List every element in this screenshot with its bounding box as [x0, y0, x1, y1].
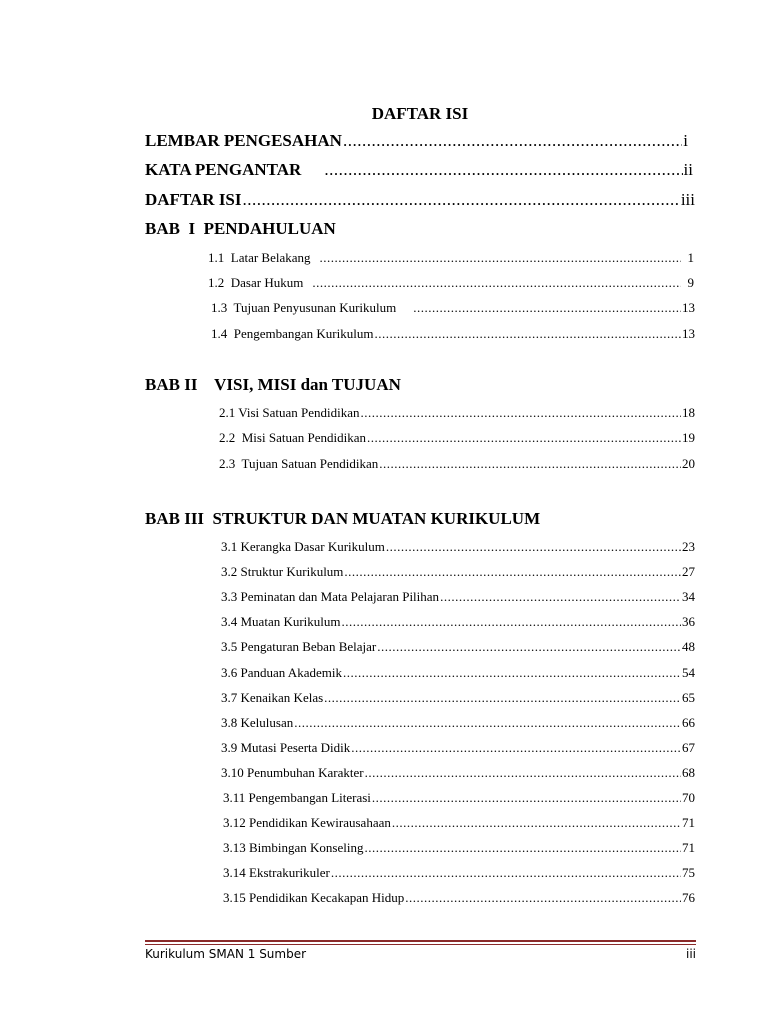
toc-leader — [386, 539, 681, 555]
toc-entry[interactable] — [223, 865, 695, 881]
toc-label: 3.13 Bimbingan Konseling — [223, 840, 364, 856]
toc-leader — [312, 275, 680, 291]
toc-label: 3.11 Pengembangan Literasi — [223, 790, 371, 805]
toc-entry[interactable] — [221, 639, 695, 655]
toc-entry[interactable] — [221, 665, 695, 681]
toc-page: i — [683, 131, 688, 150]
toc-leader — [324, 690, 681, 706]
toc-entry[interactable] — [219, 405, 695, 421]
toc-entry[interactable] — [219, 456, 695, 472]
toc-page: 76 — [682, 890, 695, 906]
page-title: DAFTAR ISI — [371, 104, 469, 123]
toc-leader — [440, 589, 681, 605]
toc-entry[interactable] — [145, 131, 688, 151]
toc-label: 1.3 Tujuan Penyusunan Kurikulum — [211, 300, 397, 315]
toc-leader — [405, 890, 681, 906]
toc-page: 66 — [682, 714, 695, 730]
footer-rule-thin — [145, 944, 696, 945]
toc-entry[interactable] — [208, 250, 694, 266]
toc-label: KATA PENGANTAR — [145, 160, 302, 179]
toc-page: 19 — [682, 430, 695, 445]
toc-label: 3.15 Pendidikan Kecakapan Hidup — [223, 890, 405, 906]
toc-label: 1.1 Latar Belakang — [208, 250, 311, 265]
toc-label: 3.12 Pendidikan Kewirausahaan — [223, 815, 391, 831]
toc-entry[interactable] — [145, 190, 695, 210]
toc-page: 75 — [682, 865, 695, 881]
toc-page: 34 — [682, 589, 695, 605]
toc-label: 3.1 Kerangka Dasar Kurikulum — [221, 539, 385, 554]
toc-entry[interactable] — [221, 589, 695, 605]
toc-label: 3.7 Kenaikan Kelas — [221, 689, 324, 705]
toc-page: 48 — [682, 639, 695, 655]
toc-label: 3.3 Peminatan dan Mata Pelajaran Pilihan — [221, 589, 440, 605]
toc-entry[interactable] — [221, 715, 695, 731]
toc-leader — [243, 190, 680, 210]
toc-entry[interactable] — [223, 840, 695, 856]
toc-page: iii — [680, 190, 695, 209]
chapter-heading: BAB I PENDAHULUAN — [145, 219, 336, 238]
toc-entry[interactable] — [221, 740, 695, 756]
toc-label: 3.8 Kelulusan — [221, 714, 294, 730]
toc-label: 2.1 Visi Satuan Pendidikan — [219, 405, 360, 420]
toc-page: 13 — [682, 326, 695, 341]
toc-entry[interactable] — [208, 275, 694, 291]
toc-entry[interactable] — [223, 815, 695, 831]
toc-label: 3.5 Pengaturan Beban Belajar — [221, 639, 377, 655]
toc-entry[interactable] — [223, 790, 695, 806]
toc-page: 65 — [682, 689, 695, 705]
toc-leader — [367, 430, 681, 446]
toc-label: 1.4 Pengembangan Kurikulum — [211, 326, 374, 341]
toc-entry[interactable] — [223, 890, 695, 906]
toc-leader — [343, 665, 681, 681]
toc-entry[interactable] — [221, 539, 695, 555]
toc-page: 18 — [682, 405, 695, 420]
footer-page-number: iii — [685, 947, 696, 961]
toc-leader — [342, 614, 681, 630]
toc-entry[interactable] — [221, 765, 695, 781]
toc-label: 3.10 Penumbuhan Karakter — [221, 764, 364, 780]
toc-label: DAFTAR ISI — [145, 190, 242, 209]
toc-entry[interactable] — [221, 690, 695, 706]
toc-label: 3.9 Mutasi Peserta Didik — [221, 739, 351, 755]
toc-label: 3.2 Struktur Kurikulum — [221, 564, 344, 580]
toc-leader — [324, 160, 682, 180]
toc-leader — [343, 131, 682, 151]
footer-title: Kurikulum SMAN 1 Sumber — [145, 947, 307, 961]
toc-label: 3.4 Muatan Kurikulum — [221, 614, 341, 630]
toc-label: 3.6 Panduan Akademik — [221, 664, 342, 680]
toc-page: 70 — [682, 790, 695, 805]
toc-entry[interactable] — [211, 326, 695, 342]
toc-label: 2.3 Tujuan Satuan Pendidikan — [219, 456, 379, 471]
toc-entry[interactable] — [221, 614, 695, 630]
toc-leader — [413, 300, 681, 316]
toc-page: 36 — [682, 614, 695, 630]
toc-page: 68 — [682, 764, 695, 780]
page-footer — [145, 947, 696, 961]
toc-leader — [377, 639, 681, 655]
chapter-heading: BAB III STRUKTUR DAN MUATAN KURIKULUM — [145, 509, 541, 528]
toc-label: LEMBAR PENGESAHAN — [145, 131, 342, 150]
toc-entry[interactable] — [145, 160, 693, 180]
toc-page: 71 — [682, 840, 695, 856]
toc-page: 71 — [682, 815, 695, 831]
toc-page: 1 — [687, 250, 694, 265]
toc-leader — [364, 840, 681, 856]
toc-leader — [392, 815, 681, 831]
toc-leader — [372, 790, 681, 806]
toc-leader — [344, 564, 681, 580]
toc-page: 9 — [687, 275, 694, 290]
toc-page: 13 — [682, 300, 695, 315]
toc-page: 27 — [682, 564, 695, 580]
toc-leader — [374, 326, 681, 342]
toc-entry[interactable] — [219, 430, 695, 446]
toc-leader — [379, 456, 681, 472]
toc-leader — [320, 250, 681, 266]
toc-leader — [351, 740, 681, 756]
toc-leader — [365, 765, 681, 781]
toc-leader — [331, 865, 681, 881]
toc-leader — [294, 715, 681, 731]
toc-entry[interactable] — [211, 300, 695, 316]
footer-rule — [145, 940, 696, 942]
toc-page: 23 — [682, 539, 695, 554]
toc-page: ii — [683, 160, 693, 179]
toc-leader — [361, 405, 681, 421]
toc-page: 20 — [682, 456, 695, 471]
toc-page: 54 — [682, 664, 695, 680]
toc-entry[interactable] — [221, 564, 695, 580]
chapter-heading: BAB II VISI, MISI dan TUJUAN — [145, 375, 401, 394]
toc-label: 2.2 Misi Satuan Pendidikan — [219, 430, 366, 445]
toc-label: 1.2 Dasar Hukum — [208, 275, 304, 290]
toc-label: 3.14 Ekstrakurikuler — [223, 865, 330, 881]
toc-page: 67 — [682, 739, 695, 755]
